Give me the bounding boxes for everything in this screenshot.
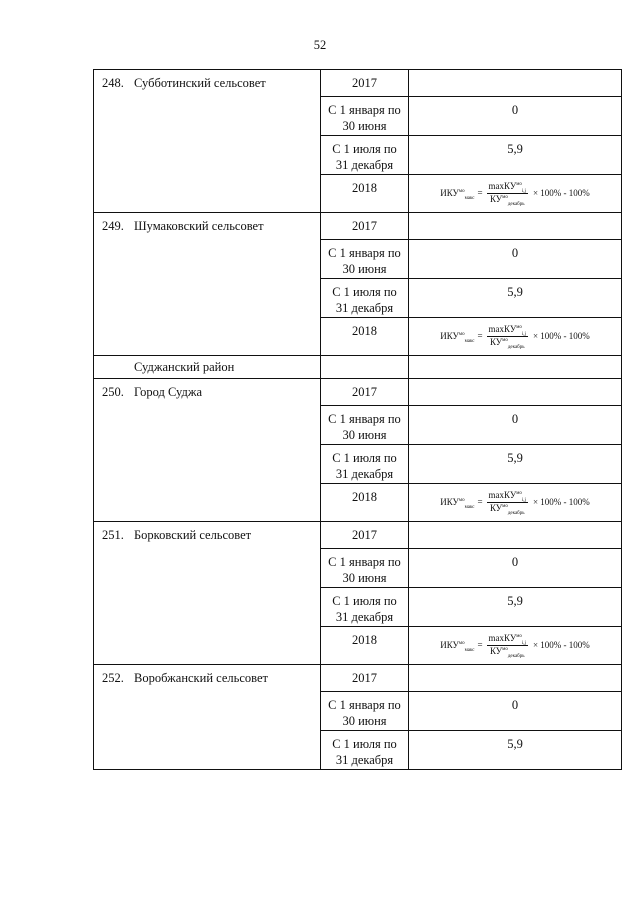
period-first-half-text-line-1: С 1 января по: [328, 103, 401, 117]
formula-lhs-text: ИКУ: [440, 639, 459, 650]
period-first-half-text-line-1: С 1 января по: [328, 698, 401, 712]
period-second-half-text: [321, 593, 408, 625]
year-value-empty: [409, 665, 622, 692]
formula-den-text: КУ: [489, 646, 503, 656]
value-first-half: [409, 240, 622, 279]
period-second-half-text-line-2: 31 декабря: [335, 753, 394, 767]
entity-cell: [94, 665, 321, 770]
period-second-half-text-line-1: С 1 июля по: [332, 285, 397, 299]
formula-num-text: maxКУ: [488, 633, 517, 644]
formula-lhs-sub: макс: [464, 504, 475, 510]
formula-cell: [409, 318, 622, 356]
entity-cell: [94, 379, 321, 522]
formula-lhs-sup: мо: [458, 188, 465, 194]
formula-den-sup: мо: [502, 338, 508, 343]
formula-numerator: [487, 325, 528, 337]
period-first-half: [321, 97, 409, 136]
period-first-half-text-line-2: 30 июня: [342, 262, 387, 276]
entity-name: Борковский сельсовет: [134, 528, 252, 542]
formula-lhs-sup: мо: [458, 640, 465, 646]
district-period-empty: [321, 356, 409, 379]
formula-lhs-sub: макс: [464, 195, 475, 201]
year-text: 2017: [352, 219, 377, 233]
year-text: 2018: [352, 633, 377, 647]
formula-lhs-text: ИКУ: [440, 187, 459, 198]
index-formula: [440, 634, 590, 657]
period-first-half-text: [321, 102, 408, 134]
value-first-half-text: 0: [511, 698, 519, 712]
value-second-half-text: 5,9: [507, 594, 523, 608]
formula-num-sub: i,j: [521, 641, 526, 646]
year-cell: [321, 318, 409, 356]
period-second-half-text-line-2: 31 декабря: [335, 301, 394, 315]
entity-name: Субботинский сельсовет: [134, 76, 266, 90]
period-first-half-text: [321, 245, 408, 277]
entity-number: 250.: [102, 385, 124, 399]
formula-lhs: [440, 189, 474, 199]
year-text: 2018: [352, 490, 377, 504]
period-second-half: [321, 445, 409, 484]
value-second-half: [409, 279, 622, 318]
formula-denominator: [488, 503, 527, 514]
formula-num-sup: мо: [516, 491, 522, 497]
year-text: 2017: [352, 528, 377, 542]
table-row: [94, 213, 622, 240]
formula-equals: =: [477, 188, 483, 198]
formula-den-sub: декабрь: [507, 653, 525, 659]
period-first-half: [321, 406, 409, 445]
period-first-half: [321, 240, 409, 279]
entity-name: Воробжанский сельсовет: [134, 671, 268, 685]
formula-tail: × 100% - 100%: [532, 188, 590, 198]
entity-cell: [94, 70, 321, 213]
year-cell: [321, 484, 409, 522]
period-second-half: [321, 588, 409, 627]
year-cell: [321, 70, 409, 97]
formula-lhs: [440, 332, 474, 342]
formula-equals: =: [477, 331, 483, 341]
period-first-half-text-line-2: 30 июня: [342, 571, 387, 585]
period-first-half-text-line-2: 30 июня: [342, 119, 387, 133]
formula-den-sub: декабрь: [507, 510, 525, 516]
entity-cell: [94, 522, 321, 665]
period-first-half-text-line-1: С 1 января по: [328, 555, 401, 569]
formula-lhs: [440, 498, 474, 508]
district-row: [94, 356, 622, 379]
period-second-half: [321, 731, 409, 770]
formula-numerator: [487, 182, 528, 194]
period-second-half-text: [321, 736, 408, 768]
index-formula: [440, 491, 590, 514]
district-name: [94, 356, 321, 379]
formula-num-sub: i,j: [521, 189, 526, 194]
tariff-table: [93, 69, 622, 770]
year-text: 2017: [352, 385, 377, 399]
formula-lhs-sup: мо: [458, 331, 465, 337]
formula-cell: [409, 175, 622, 213]
period-second-half-text-line-2: 31 декабря: [335, 467, 394, 481]
formula-num-sup: мо: [516, 325, 522, 331]
period-first-half-text-line-2: 30 июня: [342, 714, 387, 728]
formula-num-sup: мо: [516, 634, 522, 640]
value-first-half: [409, 692, 622, 731]
entity-number: 252.: [102, 671, 124, 685]
index-formula: [440, 182, 590, 205]
year-text: 2017: [352, 76, 377, 90]
year-cell: [321, 175, 409, 213]
formula-lhs-sub: макс: [464, 647, 475, 653]
year-value-empty: [409, 213, 622, 240]
value-second-half-text: 5,9: [507, 451, 523, 465]
formula-lhs-text: ИКУ: [440, 330, 459, 341]
formula-denominator: [488, 646, 527, 657]
year-cell: [321, 522, 409, 549]
district-value-empty: [409, 356, 622, 379]
period-second-half: [321, 279, 409, 318]
period-first-half: [321, 692, 409, 731]
formula-den-text: КУ: [489, 337, 503, 347]
formula-den-text: КУ: [489, 503, 503, 513]
formula-denominator: [488, 194, 527, 205]
formula-num-sup: мо: [516, 182, 522, 188]
value-second-half-text: 5,9: [507, 285, 523, 299]
formula-num-text: maxКУ: [488, 490, 517, 501]
formula-num-sub: i,j: [521, 332, 526, 337]
formula-cell: [409, 484, 622, 522]
value-first-half-text: 0: [511, 555, 519, 569]
formula-tail: × 100% - 100%: [532, 497, 590, 507]
table-row: [94, 379, 622, 406]
table-row: [94, 70, 622, 97]
value-first-half-text: 0: [511, 246, 519, 260]
year-text: 2017: [352, 671, 377, 685]
year-value-empty: [409, 70, 622, 97]
period-second-half-text: [321, 284, 408, 316]
value-second-half: [409, 588, 622, 627]
formula-tail: × 100% - 100%: [532, 640, 590, 650]
period-second-half-text-line-1: С 1 июля по: [332, 737, 397, 751]
value-second-half: [409, 136, 622, 175]
formula-numerator: [487, 491, 528, 503]
formula-equals: =: [477, 640, 483, 650]
formula-fraction: [487, 182, 528, 205]
year-value-empty: [409, 379, 622, 406]
entity-name: Шумаковский сельсовет: [134, 219, 264, 233]
district-name-text: Суджанский район: [134, 360, 235, 374]
year-cell: [321, 213, 409, 240]
formula-den-sup: мо: [502, 195, 508, 200]
formula-fraction: [487, 325, 528, 348]
year-cell: [321, 627, 409, 665]
period-second-half: [321, 136, 409, 175]
period-first-half-text-line-2: 30 июня: [342, 428, 387, 442]
formula-num-sub: i,j: [521, 498, 526, 503]
value-second-half-text: 5,9: [507, 737, 523, 751]
value-first-half: [409, 549, 622, 588]
formula-den-sup: мо: [502, 504, 508, 509]
period-second-half-text: [321, 141, 408, 173]
period-first-half: [321, 549, 409, 588]
period-first-half-text: [321, 554, 408, 586]
period-second-half-text-line-2: 31 декабря: [335, 158, 394, 172]
formula-denominator: [488, 337, 527, 348]
formula-lhs: [440, 641, 474, 651]
value-first-half: [409, 97, 622, 136]
period-second-half-text-line-1: С 1 июля по: [332, 594, 397, 608]
formula-numerator: [487, 634, 528, 646]
entity-number: 249.: [102, 219, 124, 233]
year-value-empty: [409, 522, 622, 549]
formula-num-text: maxКУ: [488, 324, 517, 335]
formula-equals: =: [477, 497, 483, 507]
entity-name: Город Суджа: [134, 385, 203, 399]
period-first-half-text: [321, 411, 408, 443]
entity-number: 251.: [102, 528, 124, 542]
formula-lhs-text: ИКУ: [440, 496, 459, 507]
formula-den-sub: декабрь: [507, 201, 525, 207]
year-cell: [321, 665, 409, 692]
year-cell: [321, 379, 409, 406]
year-text: 2018: [352, 324, 377, 338]
period-first-half-text: [321, 697, 408, 729]
period-second-half-text: [321, 450, 408, 482]
value-second-half: [409, 731, 622, 770]
formula-den-sup: мо: [502, 647, 508, 652]
value-first-half-text: 0: [511, 103, 519, 117]
table-row: [94, 665, 622, 692]
formula-fraction: [487, 491, 528, 514]
value-second-half: [409, 445, 622, 484]
formula-tail: × 100% - 100%: [532, 331, 590, 341]
entity-number: 248.: [102, 76, 124, 90]
formula-lhs-sub: макс: [464, 338, 475, 344]
formula-fraction: [487, 634, 528, 657]
period-second-half-text-line-2: 31 декабря: [335, 610, 394, 624]
period-second-half-text-line-1: С 1 июля по: [332, 142, 397, 156]
value-first-half-text: 0: [511, 412, 519, 426]
formula-lhs-sup: мо: [458, 497, 465, 503]
period-first-half-text-line-1: С 1 января по: [328, 246, 401, 260]
period-second-half-text-line-1: С 1 июля по: [332, 451, 397, 465]
page-number: 52: [313, 38, 327, 52]
formula-num-text: maxКУ: [488, 181, 517, 192]
formula-den-text: КУ: [489, 194, 503, 204]
formula-cell: [409, 627, 622, 665]
value-first-half: [409, 406, 622, 445]
table-row: [94, 522, 622, 549]
index-formula: [440, 325, 590, 348]
formula-den-sub: декабрь: [507, 344, 525, 350]
year-text: 2018: [352, 181, 377, 195]
period-first-half-text-line-1: С 1 января по: [328, 412, 401, 426]
value-second-half-text: 5,9: [507, 142, 523, 156]
entity-cell: [94, 213, 321, 356]
